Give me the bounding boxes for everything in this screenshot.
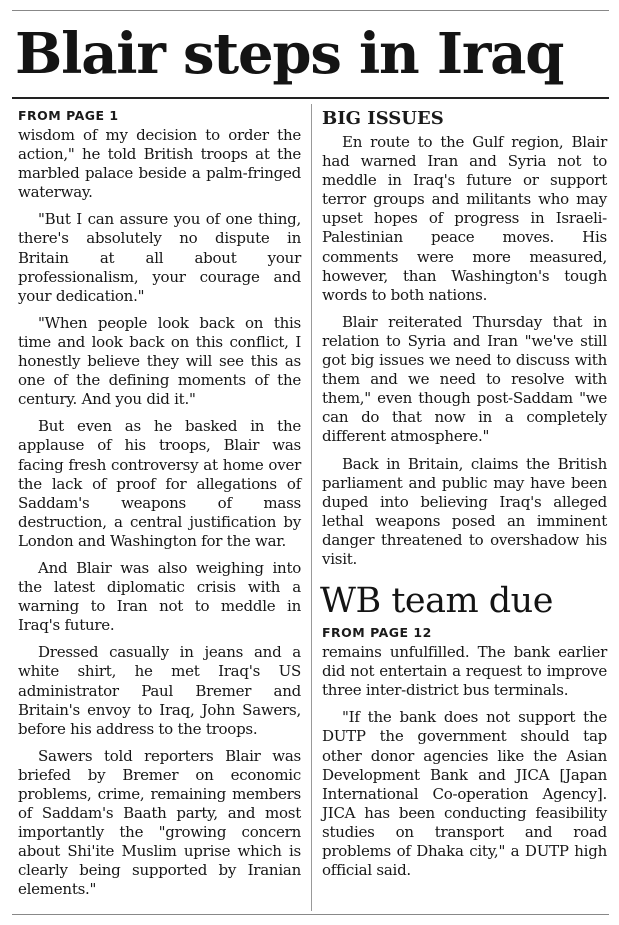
column-divider xyxy=(311,104,312,911)
article-paragraph: Sawers told reporters Blair was briefed by Bremer on economic problems, crime, remaining members of Saddam's Baath party, and most importantly the "growing concern about Shi'ite Muslim uprise which is clearly being supported by Iranian elements." xyxy=(18,746,301,899)
page-headline: Blair steps in Iraq xyxy=(15,21,564,87)
article-paragraph: wisdom of my decision to order the action," he told British troops at the marbled palace beside a palm-fringed waterway. xyxy=(18,126,301,202)
headline-rule xyxy=(12,97,609,99)
article-paragraph: Dressed casually in jeans and a white shirt, he met Iraq's US administrator Paul Bremer and Britain's envoy to Iraq, John Sawers, before his address to the troops. xyxy=(18,643,301,738)
article-paragraph: "If the bank does not support the DUTP the government should tap other donor agencies like the Asian Development Bank and JICA [Japan International Co-operation Agency]. JICA has been conducting feasibility studies on transport and road problems of Dhaka city," a DUTP high official said. xyxy=(322,708,607,880)
article-paragraph: En route to the Gulf region, Blair had warned Iran and Syria not to meddle in Iraq's future or support terror groups and militants who may upset hopes of progress in Israeli-Palestinian peace moves. His comments were more measured, however, than Washington's tough words to both nations. xyxy=(322,133,607,304)
top-rule xyxy=(12,10,609,11)
article-paragraph: And Blair was also weighing into the latest diplomatic crisis with a warning to Iran not to meddle in Iraq's future. xyxy=(18,558,301,635)
continuation-kicker: FROM PAGE 1 xyxy=(18,108,119,123)
section-subhead: BIG ISSUES xyxy=(322,108,444,129)
bottom-rule xyxy=(12,914,609,915)
article-paragraph: Back in Britain, claims the British parliament and public may have been duped into believing Iraq's alleged lethal weapons posed an imminent danger threatened to overshadow his visit. xyxy=(322,454,607,568)
article-paragraph: But even as he basked in the applause of his troops, Blair was facing fresh controversy at home over the lack of proof for allegations of Saddam's weapons of mass destruction, a central justification by London and Washington for the war. xyxy=(18,417,301,550)
left-column xyxy=(18,104,301,908)
article-paragraph: "When people look back on this time and look back on this conflict, I honestly believe they will see this as one of the defining moments of the century. And you did it." xyxy=(18,313,301,409)
continuation-kicker: FROM PAGE 12 xyxy=(322,625,432,641)
article-paragraph: Blair reiterated Thursday that in relation to Syria and Iran "we've still got big issues we need to discuss with them and we need to resolve with them," even though post-Saddam "we can do that now in a completely different atmosphere." xyxy=(322,312,607,446)
article-paragraph: "But I can assure you of one thing, there's absolutely no dispute in Britain at all about your professionalism, your courage and your dedication." xyxy=(18,210,301,305)
right-column xyxy=(322,104,607,888)
article-paragraph: remains unfulfilled. The bank earlier did not entertain a request to improve three inter-district bus terminals. xyxy=(322,643,607,700)
second-story-headline: WB team due xyxy=(320,581,553,622)
